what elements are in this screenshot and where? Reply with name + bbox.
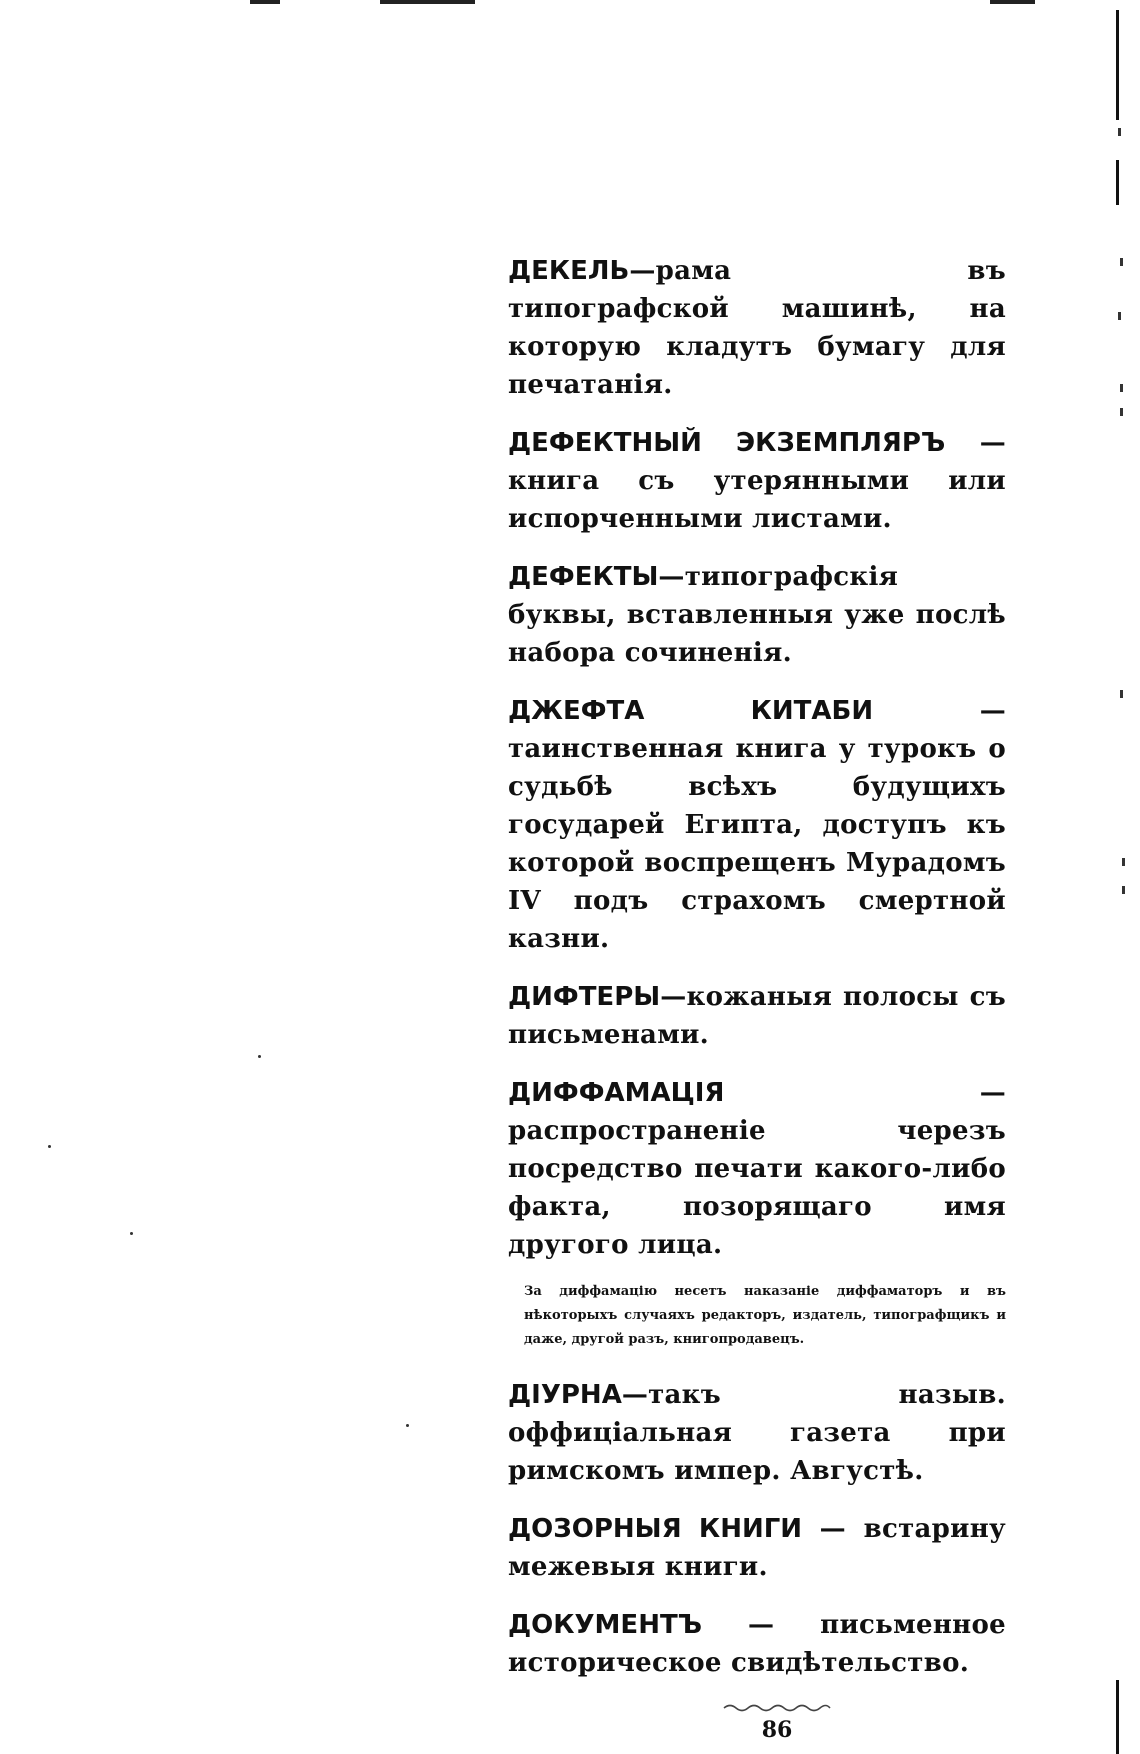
scan-speck — [258, 1055, 261, 1058]
entry-note: За диффамацію несетъ наказаніе диффаматоръ и въ нѣкоторыхъ случаяхъ редакторъ, издатель, типографщикъ и даже, другой разъ, книгопродавецъ. — [524, 1284, 1006, 1347]
scan-edge-dot — [1122, 858, 1125, 866]
ornament-divider — [508, 1702, 1006, 1716]
dictionary-entry — [508, 558, 1006, 672]
text-column — [508, 252, 1006, 1744]
entry-term: ДОКУМЕНТЪ — [508, 1610, 703, 1640]
dictionary-entry — [508, 1606, 1006, 1682]
scan-edge-line — [1116, 160, 1119, 205]
entry-term: ДЕФЕКТНЫЙ ЭКЗЕМПЛЯРЪ — [508, 428, 946, 458]
scan-edge-line — [1116, 10, 1119, 120]
entry-definition: —типографскія буквы, вставленныя уже послѣ набора сочиненія. — [508, 562, 1006, 668]
scan-edge-dot — [1120, 258, 1123, 266]
dictionary-entry — [508, 1376, 1006, 1490]
scan-edge-dot — [1120, 384, 1123, 392]
entry-definition: — письменное историческое свидѣтельство. — [508, 1610, 1006, 1678]
scan-edge-dot — [1118, 312, 1121, 320]
entry-term: ДЖЕФТА КИТАБИ — [508, 696, 874, 726]
scan-speck — [48, 1145, 51, 1148]
wavy-ornament-icon — [722, 1702, 832, 1714]
entry-definition: — распространеніе черезъ посредство печати какого-либо факта, позорящаго имя другого лица. — [508, 1078, 1006, 1260]
entry-term: ДИФФАМАЦІЯ — [508, 1078, 725, 1108]
page-number: 86 — [761, 1717, 793, 1743]
dictionary-entry — [508, 424, 1006, 538]
dictionary-entry — [508, 252, 1006, 404]
entry-term: ДОЗОРНЫЯ КНИГИ — [508, 1514, 803, 1544]
entry-term: ДЕФЕКТЫ — [508, 562, 659, 592]
scan-edge-dot — [1122, 886, 1125, 894]
scan-edge-line — [1116, 1680, 1119, 1754]
scan-edge-dot — [1120, 690, 1123, 698]
entry-term: ДІУРНА — [508, 1380, 622, 1410]
entry-definition: — книга съ утерянными или испорченными листами. — [508, 428, 1006, 534]
entry-definition: —кожаныя полосы съ письменами. — [508, 982, 1006, 1050]
scan-edge-dot — [1120, 408, 1123, 416]
scan-speck — [130, 1232, 133, 1235]
entry-definition: —рама въ типографской машинѣ, на которую кладутъ бумагу для печатанія. — [508, 256, 1006, 400]
dictionary-entry — [508, 1510, 1006, 1586]
scan-speck — [406, 1424, 409, 1427]
dictionary-entry — [508, 1074, 1006, 1264]
dictionary-entry — [508, 978, 1006, 1054]
dictionary-entry — [508, 692, 1006, 958]
scan-mark — [380, 0, 475, 4]
entry-term: ДЕКЕЛЬ — [508, 256, 630, 286]
scan-edge-dot — [1118, 128, 1121, 136]
scan-mark — [990, 0, 1035, 4]
entry-term: ДИФТЕРЫ — [508, 982, 661, 1012]
entry-definition: — встарину межевыя книги. — [508, 1514, 1006, 1582]
scan-mark — [250, 0, 280, 4]
entry-definition: — таинственная книга у турокъ о судьбѣ всѣхъ будущихъ государей Египта, доступъ къ которой воспрещенъ Мурадомъ IV подъ страхомъ смертной казни. — [508, 696, 1007, 954]
entry-definition: —такъ назыв. оффиціальная газета при римскомъ импер. Августѣ. — [508, 1380, 1006, 1486]
